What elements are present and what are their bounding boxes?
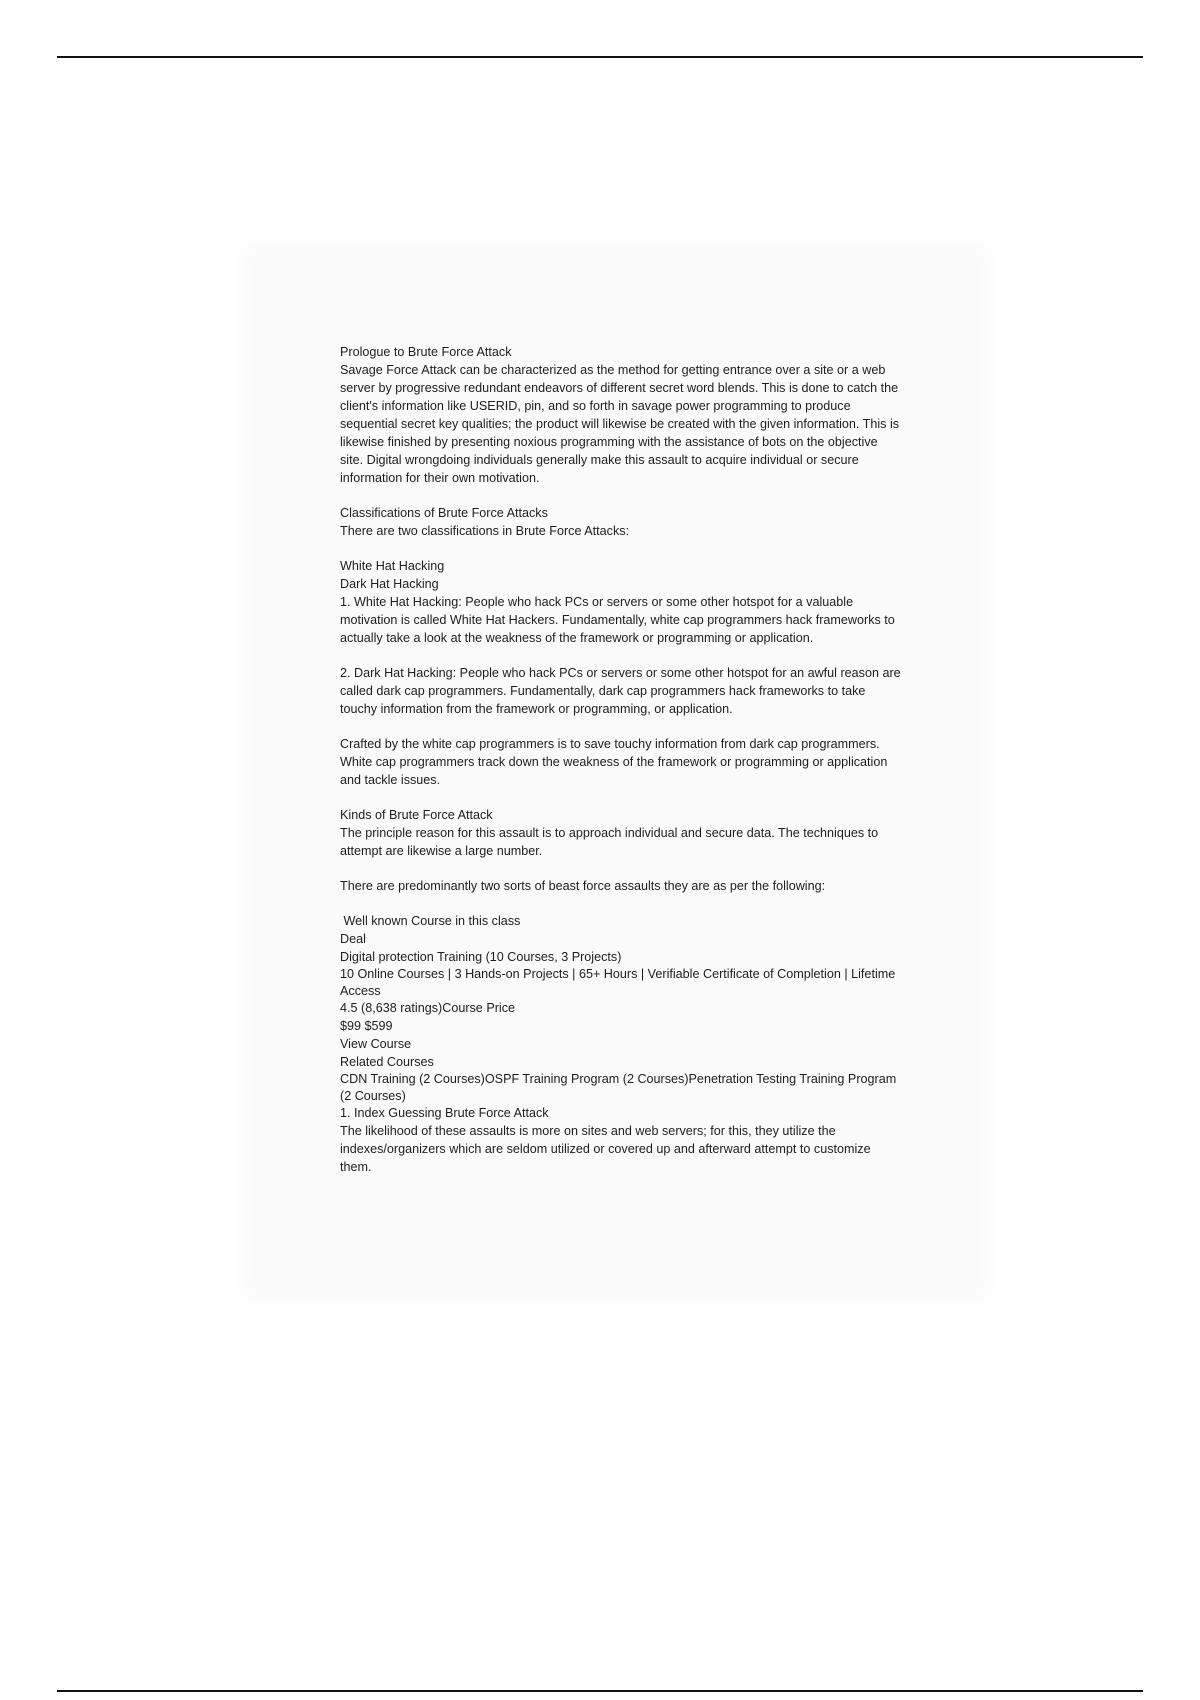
footer-rule	[57, 1690, 1143, 1692]
white-hat-paragraph: 1. White Hat Hacking: People who hack PCs or servers or some other hotspot for a valuable motivation is called White Hat Hackers. Fundamentally, white cap programmers hack frameworks to actually take a look at the weakness of the framework or programming or application.	[340, 595, 895, 645]
promo-price-label: Course Price	[442, 1001, 516, 1015]
related-courses-list[interactable]: CDN Training (2 Courses)OSPF Training Program (2 Courses)Penetration Testing Training Program (2 Courses)	[340, 1072, 897, 1103]
crafted-paragraph: Crafted by the white cap programmers is to save touchy information from dark cap programmers. White cap programmers track down the weakness of the framework or programming or application and tackle issues.	[340, 737, 888, 787]
header-rule	[57, 56, 1143, 58]
related-courses-label: Related Courses	[340, 1055, 434, 1069]
promo-heading: Well known Course in this class	[340, 914, 521, 928]
kinds-paragraph: The principle reason for this assault is to approach individual and secure data. The techniques to attempt are likewise a large number.	[340, 826, 879, 858]
promo-course-title[interactable]: Digital protection Training (10 Courses, 3 Projects)	[340, 950, 622, 964]
document-body	[340, 343, 902, 1176]
promo-course-details: 10 Online Courses | 3 Hands-on Projects | 65+ Hours | Verifiable Certificate of Completion | Lifetime Access	[340, 967, 896, 998]
index-guessing-paragraph: The likelihood of these assaults is more on sites and web servers; for this, they utilize the indexes/organizers which are seldom utilized or covered up and afterward attempt to customize them.	[340, 1124, 871, 1174]
promo-price: $99 $599	[340, 1019, 393, 1033]
list-item-white-hat: White Hat Hacking	[340, 559, 445, 573]
classifications-intro: There are two classifications in Brute Force Attacks:	[340, 524, 630, 538]
dark-hat-paragraph: 2. Dark Hat Hacking: People who hack PCs or servers or some other hotspot for an awful reason are called dark cap programmers. Fundamentally, dark cap programmers hack frameworks to take touchy information from the framework or programming, or application.	[340, 666, 901, 716]
kinds-title: Kinds of Brute Force Attack	[340, 808, 493, 822]
promo-rating: 4.5 (8,638 ratings)	[340, 1001, 443, 1015]
view-course-link[interactable]: View Course	[340, 1037, 412, 1051]
promo-deal-label: Deal	[340, 932, 366, 946]
intro-paragraph: Savage Force Attack can be characterized as the method for getting entrance over a site or a web server by progressive redundant endeavors of different secret word blends. This is done to catch the client's information like USERID, pin, and so forth in savage power programming to produce sequential secret key qualities; the product will likewise be created with the given information. This is likewise finished by presenting noxious programming with the assistance of bots on the objective site. Digital wrongdoing individuals generally make this assault to acquire individual or secure information for their own motivation.	[340, 363, 900, 485]
course-promo	[340, 912, 902, 1104]
promo-rating-line	[340, 999, 902, 1017]
intro-title: Prologue to Brute Force Attack	[340, 345, 512, 359]
classifications-title: Classifications of Brute Force Attacks	[340, 506, 548, 520]
list-item-dark-hat: Dark Hat Hacking	[340, 577, 439, 591]
index-guessing-title: 1. Index Guessing Brute Force Attack	[340, 1106, 549, 1120]
two-sorts-paragraph: There are predominantly two sorts of beast force assaults they are as per the following:	[340, 879, 826, 893]
